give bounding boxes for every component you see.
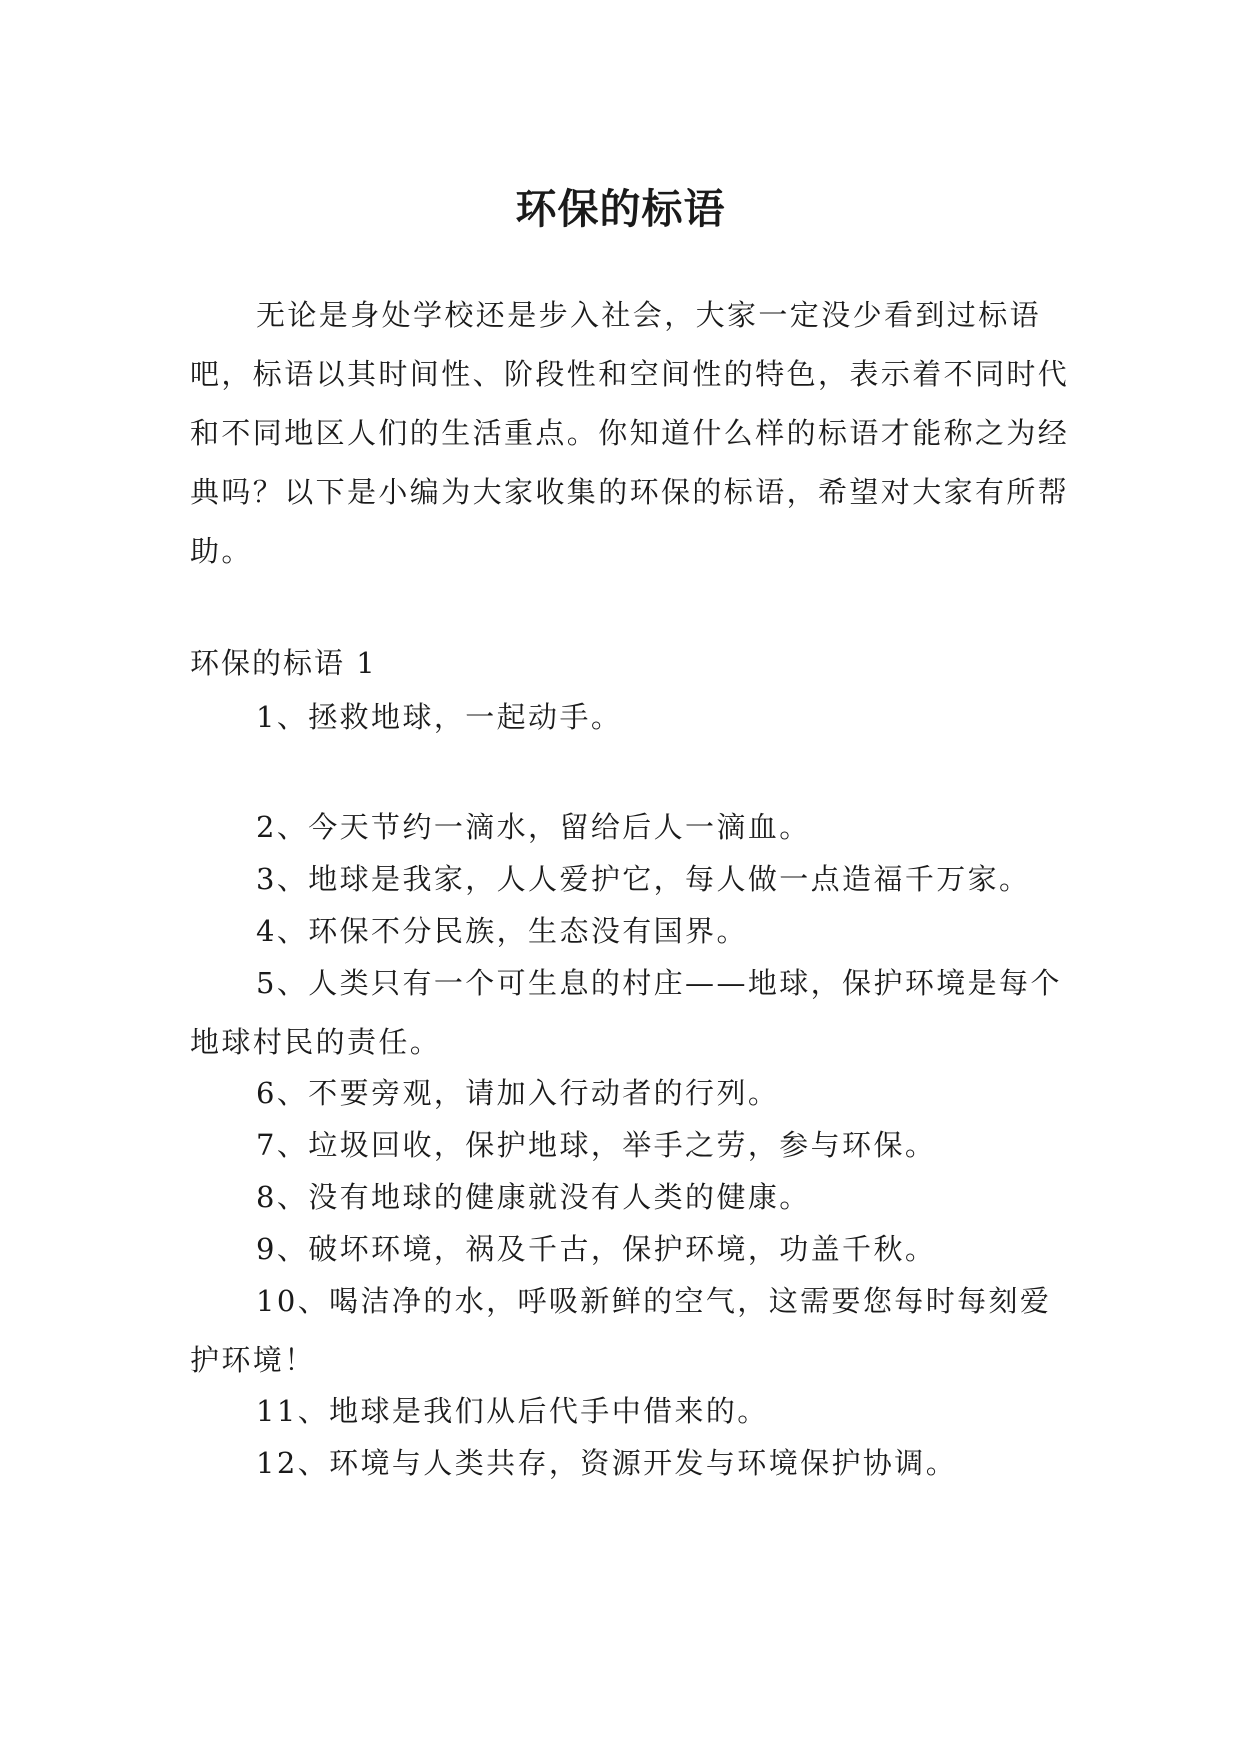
slogan-item-4: 4、环保不分民族，生态没有国界。 bbox=[256, 914, 748, 948]
slogan-item-8: 8、没有地球的健康就没有人类的健康。 bbox=[256, 1180, 811, 1214]
slogan-item-10: 10、喝洁净的水，呼吸新鲜的空气，这需要您每时每刻爱护环境！ bbox=[190, 1284, 1052, 1377]
slogan-item-11: 11、地球是我们从后代手中借来的。 bbox=[256, 1394, 769, 1428]
slogan-item-1: 1、拯救地球，一起动手。 bbox=[256, 700, 623, 734]
slogan-item-7: 7、垃圾回收，保护地球，举手之劳，参与环保。 bbox=[256, 1128, 937, 1162]
section-heading: 环保的标语 1 bbox=[190, 646, 377, 680]
slogan-item-6: 6、不要旁观，请加入行动者的行列。 bbox=[256, 1076, 780, 1110]
slogan-item-5: 5、人类只有一个可生息的村庄——地球，保护环境是每个地球村民的责任。 bbox=[190, 966, 1062, 1059]
slogan-item-12: 12、环境与人类共存，资源开发与环境保护协调。 bbox=[256, 1446, 958, 1480]
intro-paragraph: 无论是身处学校还是步入社会，大家一定没少看到过标语吧，标语以其时间性、阶段性和空间性的特色，表示着不同时代和不同地区人们的生活重点。你知道什么样的标语才能称之为经典吗？以下是小编为大家收集的环保的标语，希望对大家有所帮助。 bbox=[190, 298, 1070, 568]
slogan-item-3: 3、地球是我家，人人爱护它，每人做一点造福千万家。 bbox=[256, 862, 1031, 896]
slogan-item-9: 9、破坏环境，祸及千古，保护环境，功盖千秋。 bbox=[256, 1232, 937, 1266]
slogan-item-2: 2、今天节约一滴水，留给后人一滴血。 bbox=[256, 810, 811, 844]
page-title: 环保的标语 bbox=[515, 185, 726, 234]
